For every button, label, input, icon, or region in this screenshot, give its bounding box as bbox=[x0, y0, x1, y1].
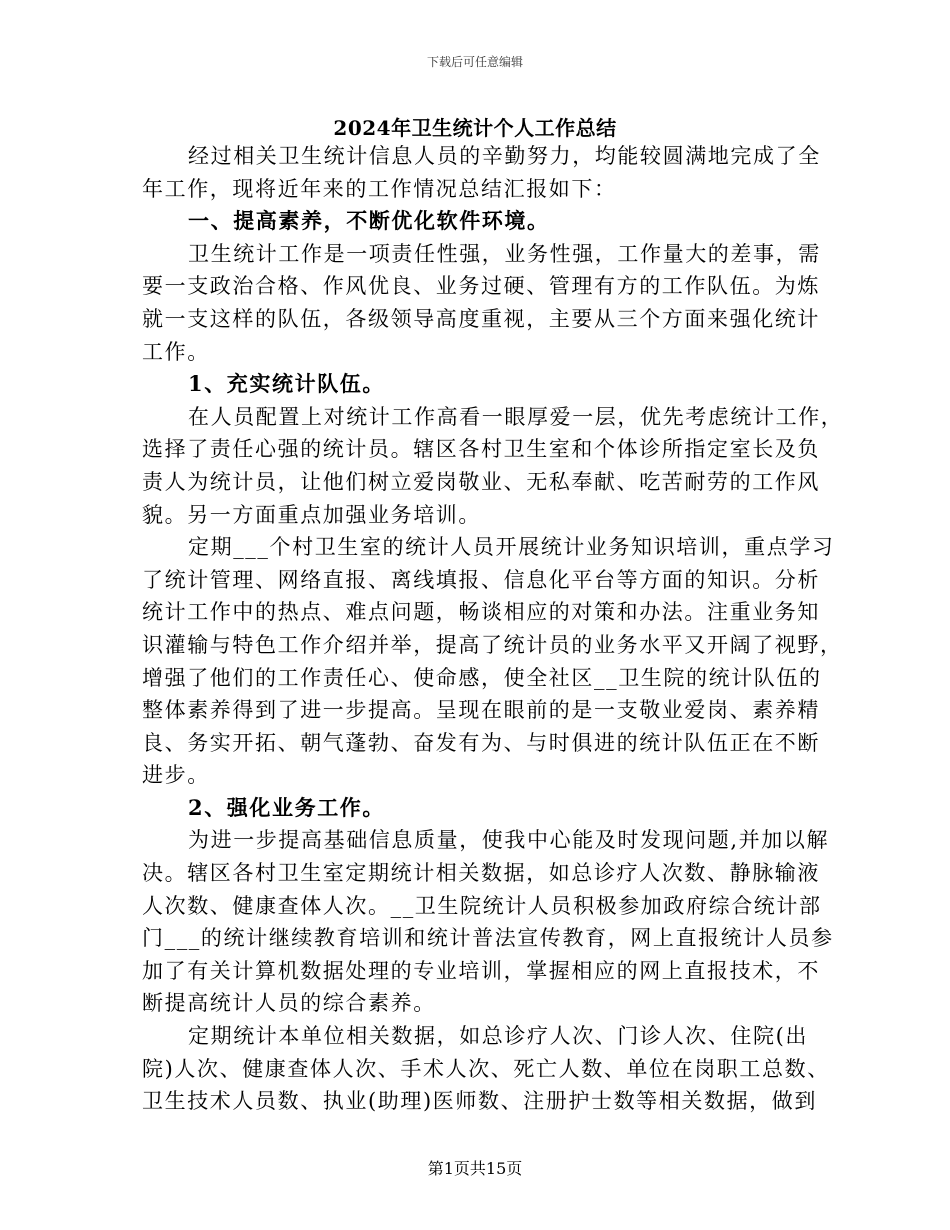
text-line: 经过相关卫生统计信息人员的辛勤努力，均能较圆满地完成了全 bbox=[188, 144, 821, 168]
text-line: 卫生技术人员数、执业(助理)医师数、注册护士数等相关数据，做到 bbox=[142, 1089, 817, 1114]
text-line: 整体素养得到了进一步提高。呈现在眼前的是一支敬业爱岗、素养精 bbox=[142, 698, 820, 723]
document-title: 2024年卫生统计个人工作总结 bbox=[333, 116, 617, 140]
page-header: 下载后可任意编辑 bbox=[426, 55, 523, 69]
text-line: 要一支政治合格、作风优良、业务过硬、管理有方的工作队伍。为炼 bbox=[142, 274, 820, 299]
section-heading-line: 一、提高素养，不断优化软件环境。 bbox=[188, 208, 550, 234]
text-line: 选择了责任心强的统计员。辖区各村卫生室和个体诊所指定室长及负 bbox=[142, 437, 820, 462]
page-footer: 第1页共15页 bbox=[427, 1159, 523, 1178]
text-line: 加了有关计算机数据处理的专业培训，掌握相应的网上直报技术，不 bbox=[142, 958, 820, 983]
text-line: 识灌输与特色工作介绍并举，提高了统计员的业务水平又开阔了视野， bbox=[142, 632, 843, 657]
text-line: 门___的统计继续教育培训和统计普法宣传教育，网上直报统计人员参 bbox=[142, 926, 834, 951]
text-line: 进步。 bbox=[142, 763, 210, 788]
text-line: 了统计管理、网络直报、离线填报、信息化平台等方面的知识。分析 bbox=[142, 567, 820, 592]
text-line: 定期统计本单位相关数据，如总诊疗人次、门诊人次、住院(出 bbox=[188, 1024, 808, 1049]
text-line: 定期___个村卫生室的统计人员开展统计业务知识培训，重点学习 bbox=[188, 535, 835, 560]
text-line: 卫生统计工作是一项责任性强，业务性强，工作量大的差事，需 bbox=[188, 241, 821, 266]
text-line: 工作。 bbox=[142, 339, 210, 364]
text-line: 良、务实开拓、朝气蓬勃、奋发有为、与时俱进的统计队伍正在不断 bbox=[142, 730, 820, 755]
document-body bbox=[142, 140, 844, 1118]
text-line: 年工作，现将近年来的工作情况总结汇报如下： bbox=[142, 176, 617, 201]
text-line: 断提高统计人员的综合素养。 bbox=[142, 991, 436, 1016]
text-line: 就一支这样的队伍，各级领导高度重视，主要从三个方面来强化统计 bbox=[142, 306, 820, 331]
text-line: 统计工作中的热点、难点问题，畅谈相应的对策和办法。注重业务知 bbox=[142, 600, 820, 625]
text-line: 增强了他们的工作责任心、使命感，使全社区__卫生院的统计队伍的 bbox=[142, 665, 822, 690]
section-heading-line: 1、充实统计队伍。 bbox=[188, 371, 386, 397]
text-line: 院)人次、健康查体人次、手术人次、死亡人数、单位在岗职工总数、 bbox=[142, 1056, 830, 1081]
text-line: 责人为统计员，让他们树立爱岗敬业、无私奉献、吃苦耐劳的工作风 bbox=[142, 469, 820, 494]
text-line: 为进一步提高基础信息质量，使我中心能及时发现问题,并加以解 bbox=[188, 828, 830, 853]
text-line: 决。辖区各村卫生室定期统计相关数据，如总诊疗人次数、静脉输液 bbox=[142, 861, 820, 886]
text-line: 貌。另一方面重点加强业务培训。 bbox=[142, 502, 481, 527]
text-line: 在人员配置上对统计工作高看一眼厚爱一层，优先考虑统计工作， bbox=[188, 404, 844, 429]
text-line: 人次数、健康查体人次。__卫生院统计人员积极参加政府综合统计部 bbox=[142, 893, 822, 918]
section-heading-line: 2、强化业务工作。 bbox=[188, 794, 386, 820]
